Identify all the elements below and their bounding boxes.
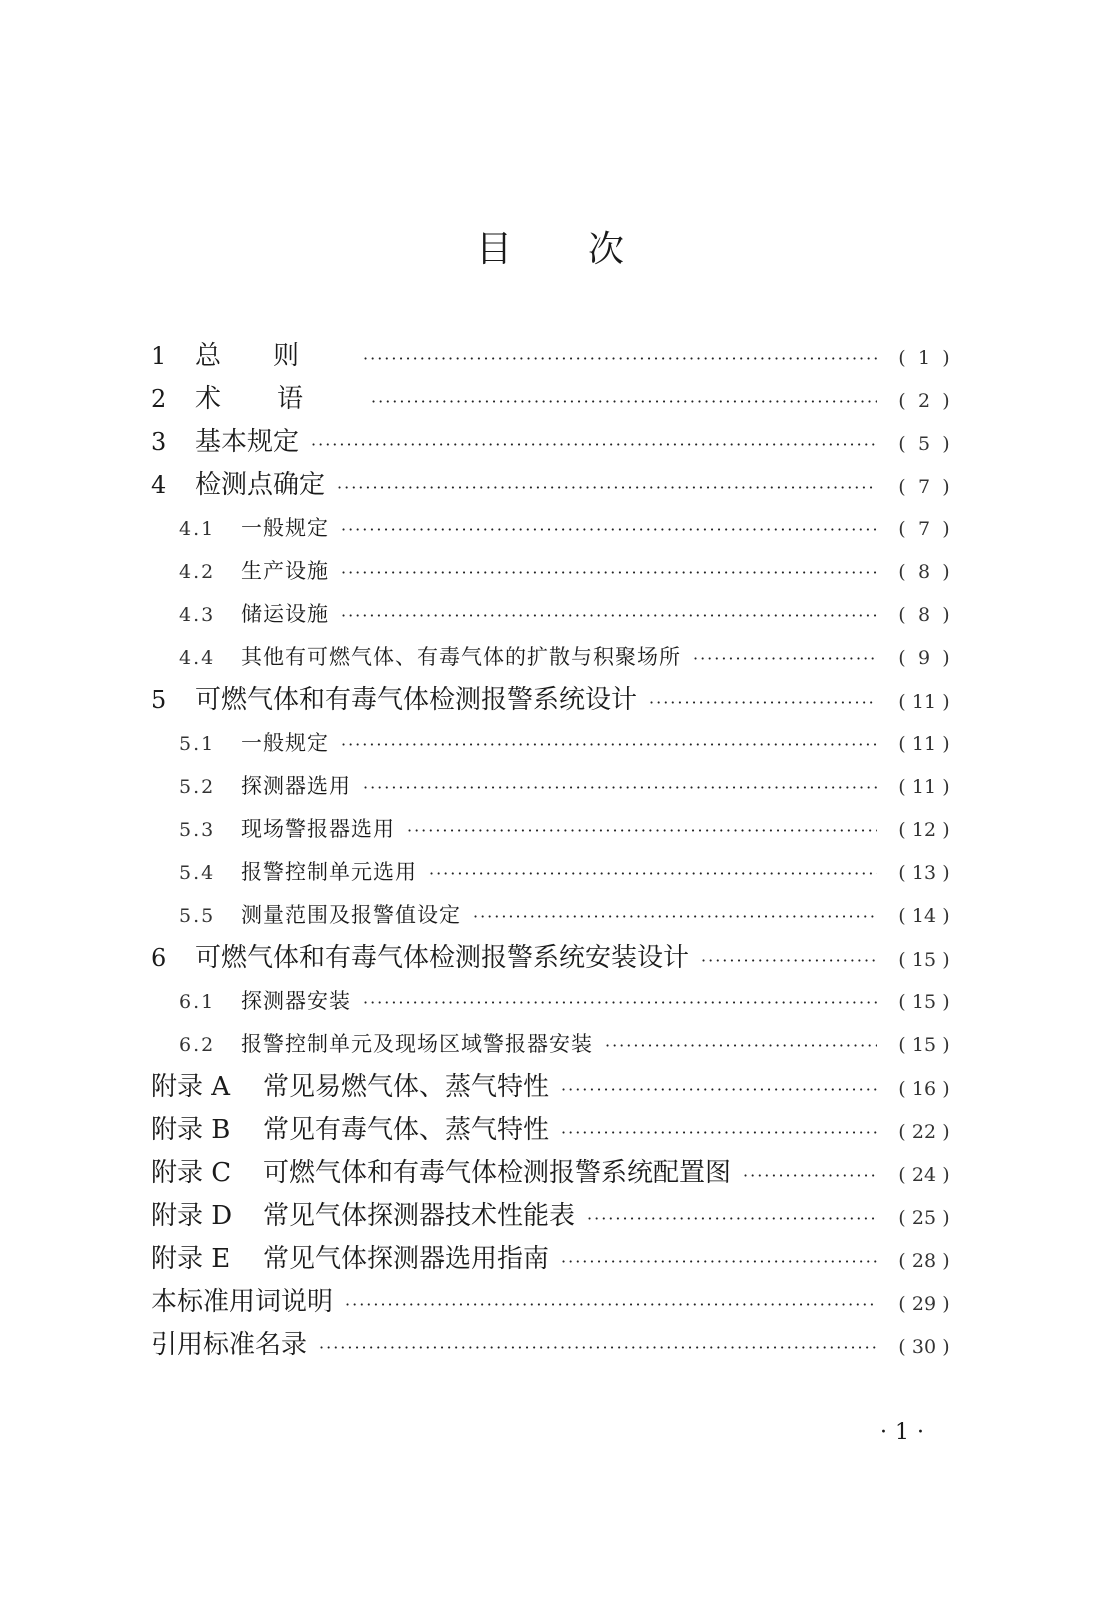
toc-entry-number: 3 [151, 428, 167, 456]
toc-entry-label: 报警控制单元及现场区域警报器安装 [241, 1032, 593, 1056]
toc-appendix-entry[interactable] [151, 1066, 953, 1109]
page-title [0, 226, 1102, 274]
toc-leader-dots [701, 939, 877, 982]
toc-entry[interactable] [151, 937, 953, 980]
toc-leader-dots [341, 723, 877, 766]
toc-leader-dots [311, 423, 877, 466]
toc-subentry[interactable] [151, 1023, 953, 1066]
toc-entry-number: 6.2 [179, 1034, 216, 1056]
toc-appendix-entry[interactable] [151, 1195, 953, 1238]
toc-entry-number: 4.3 [179, 604, 216, 626]
toc-entry-page: ( 11 ) [898, 733, 950, 755]
toc-entry-label: 可燃气体和有毒气体检测报警系统配置图 [263, 1158, 732, 1188]
toc-subentry[interactable] [151, 507, 953, 550]
toc-entry-number: 5.5 [179, 905, 216, 927]
folio-number: 1 [895, 1420, 909, 1445]
toc-entry-number: 6.1 [179, 991, 216, 1013]
toc-entry-page: ( 9 ) [898, 647, 950, 669]
toc-subentry[interactable] [151, 851, 953, 894]
toc-entry-label: 探测器选用 [241, 774, 351, 798]
toc-back-matter-entry[interactable] [151, 1281, 953, 1324]
toc-entry-number: 5.3 [179, 819, 216, 841]
toc-entry-page: ( 15 ) [898, 1034, 950, 1056]
toc-entry-label: 现场警报器选用 [241, 817, 395, 841]
toc-entry-number: 6 [151, 944, 167, 972]
toc-leader-dots [649, 681, 877, 724]
toc-entry-number: 5.1 [179, 733, 216, 755]
toc-leader-dots [473, 895, 877, 938]
toc-entry-label: 引用标准名录 [151, 1330, 308, 1360]
toc-leader-dots [561, 1111, 877, 1154]
toc-leader-dots [371, 380, 877, 423]
toc-subentry[interactable] [151, 593, 953, 636]
toc-leader-dots [341, 508, 877, 551]
toc-entry-page: ( 11 ) [898, 691, 950, 713]
toc-leader-dots [693, 637, 877, 680]
table-of-contents [151, 335, 953, 1367]
toc-leader-dots [319, 1326, 877, 1369]
toc-entry-label: 生产设施 [241, 559, 329, 583]
toc-leader-dots [587, 1197, 877, 1240]
toc-entry-label: 其他有可燃气体、有毒气体的扩散与积聚场所 [241, 645, 681, 669]
toc-entry-label: 本标准用词说明 [151, 1287, 334, 1317]
toc-entry[interactable] [151, 464, 953, 507]
toc-entry-page: ( 29 ) [898, 1293, 950, 1315]
toc-entry-number: 附录 D [151, 1201, 233, 1231]
toc-entry-label: 一般规定 [241, 731, 329, 755]
toc-entry-page: ( 15 ) [898, 949, 950, 971]
toc-entry-number: 附录 A [151, 1072, 231, 1102]
title-char-2: 次 [588, 229, 627, 270]
toc-entry-label: 基本规定 [195, 427, 300, 457]
toc-entry-page: ( 5 ) [898, 433, 950, 455]
toc-entry-number: 1 [151, 342, 167, 370]
toc-entry-number: 4 [151, 471, 167, 499]
toc-subentry[interactable] [151, 808, 953, 851]
toc-entry[interactable] [151, 378, 953, 421]
toc-entry-label: 可燃气体和有毒气体检测报警系统设计 [195, 685, 638, 715]
toc-entry-number: 4.1 [179, 518, 216, 540]
toc-entry-label: 常见气体探测器选用指南 [263, 1244, 550, 1274]
toc-entry-page: ( 22 ) [898, 1121, 950, 1143]
toc-entry-page: ( 30 ) [898, 1336, 950, 1358]
toc-entry-number: 5.2 [179, 776, 216, 798]
toc-leader-dots [429, 852, 877, 895]
toc-entry-number: 4.4 [179, 647, 216, 669]
toc-entry[interactable] [151, 421, 953, 464]
toc-entry-page: ( 12 ) [898, 819, 950, 841]
toc-entry-label: 检测点确定 [195, 470, 326, 500]
toc-appendix-entry[interactable] [151, 1152, 953, 1195]
toc-leader-dots [341, 551, 877, 594]
toc-entry-number: 5 [151, 686, 167, 714]
toc-entry-label: 测量范围及报警值设定 [241, 903, 461, 927]
toc-entry-number: 2 [151, 385, 167, 413]
toc-back-matter-entry[interactable] [151, 1324, 953, 1367]
toc-entry-page: ( 13 ) [898, 862, 950, 884]
toc-entry-page: ( 1 ) [898, 347, 950, 369]
toc-entry-number: 4.2 [179, 561, 216, 583]
folio-dot-right: · [917, 1420, 924, 1445]
toc-entry-label: 一般规定 [241, 516, 329, 540]
toc-leader-dots [363, 981, 877, 1024]
toc-entry-number: 附录 E [151, 1244, 231, 1274]
toc-leader-dots [561, 1240, 877, 1283]
toc-entry-label: 储运设施 [241, 602, 329, 626]
toc-entry-label: 术语 [195, 384, 360, 414]
toc-leader-dots [743, 1154, 877, 1197]
toc-entry-page: ( 15 ) [898, 991, 950, 1013]
toc-leader-dots [561, 1068, 877, 1111]
toc-leader-dots [407, 809, 877, 852]
toc-entry-label: 报警控制单元选用 [241, 860, 417, 884]
toc-subentry[interactable] [151, 722, 953, 765]
toc-entry-label: 可燃气体和有毒气体检测报警系统安装设计 [195, 943, 690, 973]
toc-appendix-entry[interactable] [151, 1238, 953, 1281]
toc-leader-dots [363, 766, 877, 809]
toc-entry-page: ( 8 ) [898, 604, 950, 626]
toc-entry-page: ( 24 ) [898, 1164, 950, 1186]
toc-subentry[interactable] [151, 765, 953, 808]
toc-subentry[interactable] [151, 550, 953, 593]
toc-leader-dots [345, 1283, 877, 1326]
toc-entry-number: 附录 C [151, 1158, 232, 1188]
toc-entry-number: 附录 B [151, 1115, 231, 1145]
toc-entry-page: ( 11 ) [898, 776, 950, 798]
toc-entry-label: 总则 [195, 341, 352, 371]
toc-subentry[interactable] [151, 894, 953, 937]
toc-entry-label: 常见有毒气体、蒸气特性 [263, 1115, 550, 1145]
toc-leader-dots [337, 466, 877, 509]
toc-appendix-entry[interactable] [151, 1109, 953, 1152]
folio-dot-left: · [880, 1420, 887, 1445]
toc-entry-number: 5.4 [179, 862, 216, 884]
toc-entry-page: ( 14 ) [898, 905, 950, 927]
toc-entry-page: ( 16 ) [898, 1078, 950, 1100]
toc-entry-page: ( 7 ) [898, 476, 950, 498]
toc-entry-label: 常见易燃气体、蒸气特性 [263, 1072, 550, 1102]
toc-entry-label: 探测器安装 [241, 989, 351, 1013]
toc-entry[interactable] [151, 679, 953, 722]
toc-entry-page: ( 28 ) [898, 1250, 950, 1272]
toc-subentry[interactable] [151, 980, 953, 1023]
toc-entry-page: ( 8 ) [898, 561, 950, 583]
page-number [862, 1418, 942, 1448]
toc-entry-page: ( 25 ) [898, 1207, 950, 1229]
toc-leader-dots [363, 337, 877, 380]
toc-leader-dots [605, 1024, 877, 1067]
toc-entry[interactable] [151, 335, 953, 378]
toc-leader-dots [341, 594, 877, 637]
toc-subentry[interactable] [151, 636, 953, 679]
toc-entry-page: ( 7 ) [898, 518, 950, 540]
toc-entry-label: 常见气体探测器技术性能表 [263, 1201, 576, 1231]
toc-entry-page: ( 2 ) [898, 390, 950, 412]
title-char-1: 目 [475, 229, 514, 270]
